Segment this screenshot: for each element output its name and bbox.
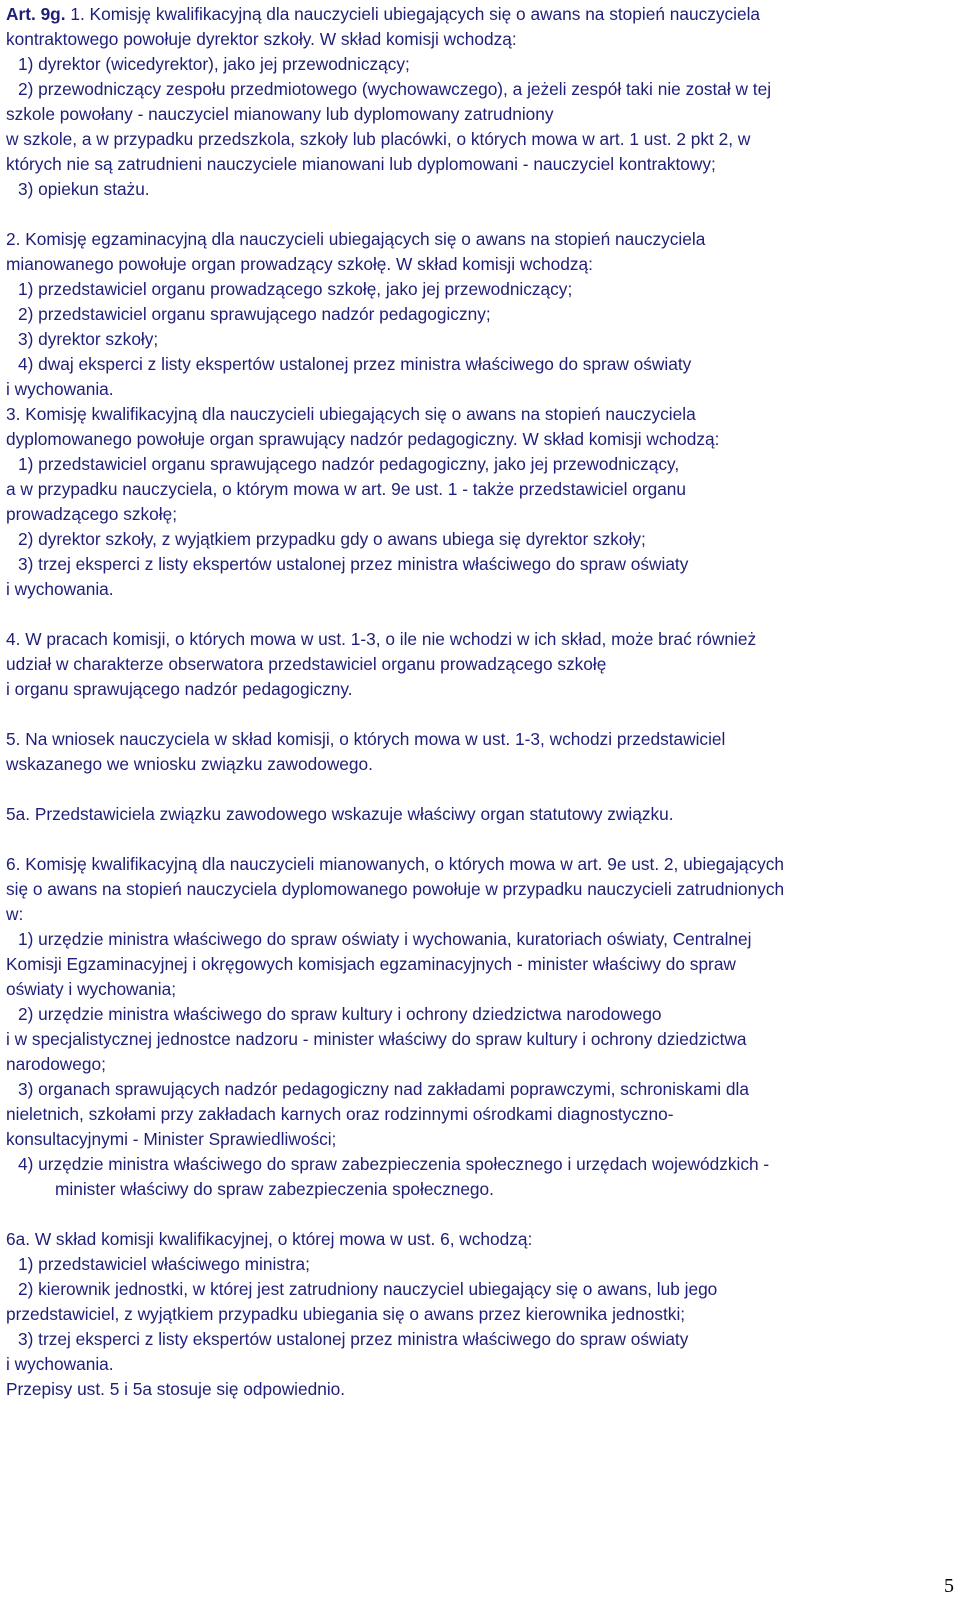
text-line [6,1002,951,1027]
line-text: 2) dyrektor szkoły, z wyjątkiem przypadku gdy o awans ubiega się dyrektor szkoły; [18,529,646,549]
line-text: a w przypadku nauczyciela, o którym mowa w art. 9e ust. 1 - także przedstawiciel organu [6,479,687,499]
text-line [6,302,951,327]
text-line [6,1127,951,1152]
line-text: 3) dyrektor szkoły; [18,329,159,349]
text-line [6,2,951,27]
text-line [6,652,951,677]
text-line [6,352,951,377]
paragraph-gap [6,702,951,727]
line-text: nieletnich, szkołami przy zakładach karnych oraz rodzinnymi ośrodkami diagnostyczno- [6,1104,674,1124]
text-line [6,1027,951,1052]
line-text: Przepisy ust. 5 i 5a stosuje się odpowiednio. [6,1379,346,1399]
text-line [6,977,951,1002]
text-line [6,927,951,952]
line-text: 1) przedstawiciel właściwego ministra; [18,1254,310,1274]
line-text: 3) trzej eksperci z listy ekspertów ustalonej przez ministra właściwego do spraw oświaty [18,1329,689,1349]
line-text: oświaty i wychowania; [6,979,177,999]
line-text: wskazanego we wniosku związku zawodowego. [6,754,373,774]
line-text: minister właściwy do spraw zabezpieczenia społecznego. [55,1179,494,1199]
line-text: narodowego; [6,1054,106,1074]
line-text: 1) przedstawiciel organu prowadzącego szkołę, jako jej przewodniczący; [18,279,573,299]
paragraph-gap [6,1202,951,1227]
text-line [6,1077,951,1102]
text-line [6,577,951,602]
text-line [6,77,951,102]
text-line [6,452,951,477]
text-line [6,1227,951,1252]
text-line [6,877,951,902]
text-line [6,1252,951,1277]
paragraph-gap [6,202,951,227]
text-line [6,1177,951,1202]
line-text: których nie są zatrudnieni nauczyciele mianowani lub dyplomowani - nauczyciel kontraktowy; [6,154,716,174]
line-text: w szkole, a w przypadku przedszkola, szkoły lub placówki, o których mowa w art. 1 ust. 2 pkt 2, w [6,129,751,149]
line-text: i organu sprawującego nadzór pedagogiczny. [6,679,353,699]
text-line [6,177,951,202]
text-line [6,752,951,777]
text-line [6,227,951,252]
text-line [6,1102,951,1127]
line-text: i wychowania. [6,379,114,399]
line-text: 2. Komisję egzaminacyjną dla nauczycieli ubiegających się o awans na stopień nauczyciela [6,229,706,249]
line-text: mianowanego powołuje organ prowadzący szkołę. W skład komisji wchodzą: [6,254,593,274]
text-line [6,1277,951,1302]
line-text: 1) dyrektor (wicedyrektor), jako jej przewodniczący; [18,54,410,74]
text-line [6,502,951,527]
line-text: udział w charakterze obserwatora przedstawiciel organu prowadzącego szkołę [6,654,607,674]
text-line [6,102,951,127]
text-line [6,1352,951,1377]
line-text: 1) urzędzie ministra właściwego do spraw oświaty i wychowania, kuratoriach oświaty, Centralnej [18,929,752,949]
text-line [6,277,951,302]
text-line [6,677,951,702]
text-line [6,127,951,152]
line-text: kontraktowego powołuje dyrektor szkoły. W skład komisji wchodzą: [6,29,517,49]
line-text: 3) opiekun stażu. [18,179,150,199]
text-line [6,552,951,577]
text-line [6,1052,951,1077]
line-text: 3) trzej eksperci z listy ekspertów ustalonej przez ministra właściwego do spraw oświaty [18,554,689,574]
paragraph-gap [6,777,951,802]
line-text: 4) dwaj eksperci z listy ekspertów ustalonej przez ministra właściwego do spraw oświaty [18,354,692,374]
text-line [6,377,951,402]
text-line [6,27,951,52]
line-text: i wychowania. [6,579,114,599]
line-text: i wychowania. [6,1354,114,1374]
text-line [6,802,951,827]
text-line [6,427,951,452]
line-text: 3) organach sprawujących nadzór pedagogiczny nad zakładami poprawczymi, schroniskami dla [18,1079,749,1099]
line-text: 1. Komisję kwalifikacyjną dla nauczycieli ubiegających się o awans na stopień nauczyciela [70,4,761,24]
line-text: w: [6,904,24,924]
text-line [6,727,951,752]
text-line [6,327,951,352]
line-text: i w specjalistycznej jednostce nadzoru - minister właściwy do spraw kultury i ochrony dziedzictwa [6,1029,747,1049]
paragraph-gap [6,827,951,852]
line-text: 4. W pracach komisji, o których mowa w ust. 1-3, o ile nie wchodzi w ich skład, może brać również [6,629,757,649]
line-text: 1) przedstawiciel organu sprawującego nadzór pedagogiczny, jako jej przewodniczący, [18,454,680,474]
line-text: 5a. Przedstawiciela związku zawodowego wskazuje właściwy organ statutowy związku. [6,804,674,824]
page-number: 5 [944,1575,954,1597]
line-text: przedstawiciel, z wyjątkiem przypadku ubiegania się o awans przez kierownika jednostki; [6,1304,686,1324]
line-text: 4) urzędzie ministra właściwego do spraw zabezpieczenia społecznego i urzędach wojewódzkich - [18,1154,770,1174]
line-text: 3. Komisję kwalifikacyjną dla nauczycieli ubiegających się o awans na stopień nauczyciela [6,404,696,424]
text-line [6,852,951,877]
line-text: się o awans na stopień nauczyciela dyplomowanego powołuje w przypadku nauczycieli zatrudnionych [6,879,785,899]
text-line [6,1377,951,1402]
line-text: szkole powołany - nauczyciel mianowany lub dyplomowany zatrudniony [6,104,554,124]
text-line [6,402,951,427]
article-heading: Art. 9g. [6,4,66,24]
text-line [6,252,951,277]
line-text: 2) przewodniczący zespołu przedmiotowego (wychowawczego), a jeżeli zespół taki nie został w tej [18,79,772,99]
document-body [6,2,951,1402]
text-line [6,1152,951,1177]
line-text: 2) urzędzie ministra właściwego do spraw kultury i ochrony dziedzictwa narodowego [18,1004,662,1024]
text-line [6,477,951,502]
text-line [6,1302,951,1327]
line-text: 2) kierownik jednostki, w której jest zatrudniony nauczyciel ubiegający się o awans, lub jego [18,1279,718,1299]
text-line [6,952,951,977]
line-text: dyplomowanego powołuje organ sprawujący nadzór pedagogiczny. W skład komisji wchodzą: [6,429,720,449]
text-line [6,1327,951,1352]
line-text: 2) przedstawiciel organu sprawującego nadzór pedagogiczny; [18,304,491,324]
text-line [6,527,951,552]
text-line [6,627,951,652]
text-line [6,902,951,927]
line-text: prowadzącego szkołę; [6,504,177,524]
line-text: konsultacyjnymi - Minister Sprawiedliwości; [6,1129,337,1149]
text-line [6,152,951,177]
text-line [6,52,951,77]
line-text: 6. Komisję kwalifikacyjną dla nauczycieli mianowanych, o których mowa w art. 9e ust. 2, ubiegających [6,854,785,874]
line-text: 6a. W skład komisji kwalifikacyjnej, o której mowa w ust. 6, wchodzą: [6,1229,533,1249]
paragraph-gap [6,602,951,627]
line-text: 5. Na wniosek nauczyciela w skład komisji, o których mowa w ust. 1-3, wchodzi przedstawiciel [6,729,726,749]
line-text: Komisji Egzaminacyjnej i okręgowych komisjach egzaminacyjnych - minister właściwy do spraw [6,954,736,974]
